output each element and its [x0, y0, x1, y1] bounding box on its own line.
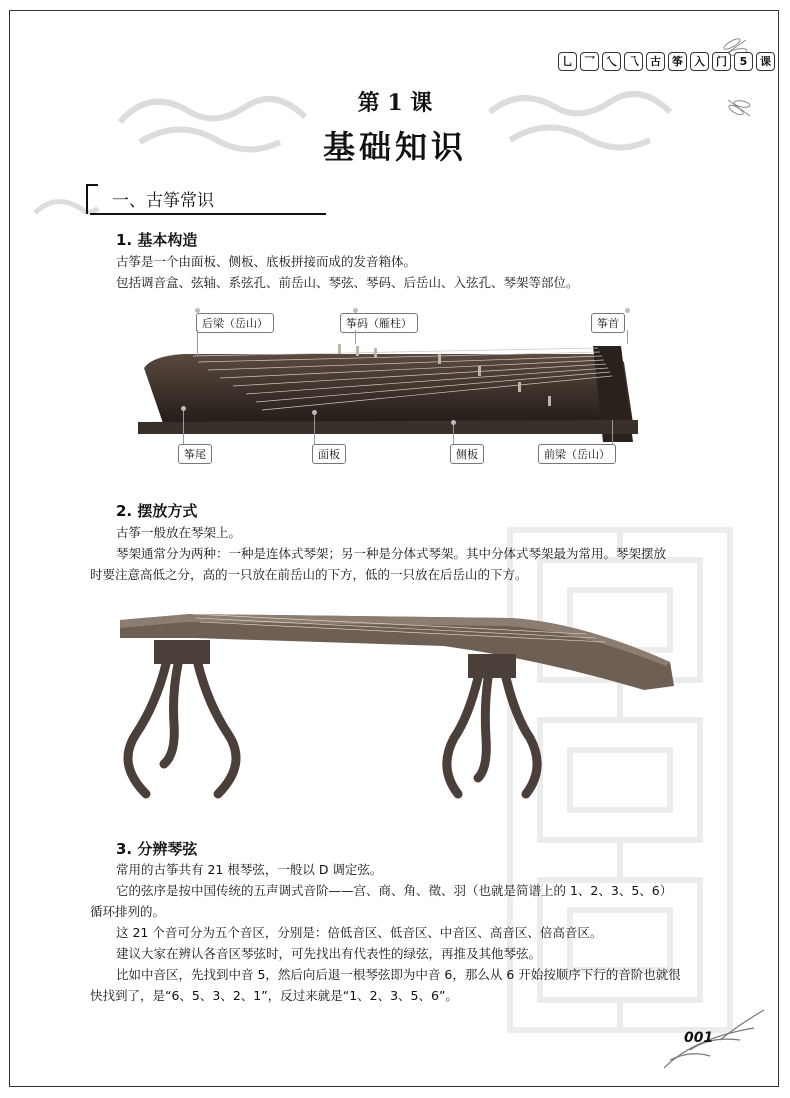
part3-heading: 3. 分辨琴弦: [116, 840, 198, 858]
callout-dot: [451, 420, 456, 425]
part2-heading: 2. 摆放方式: [116, 502, 198, 520]
series-char: 古: [646, 52, 665, 71]
callout-dot: [625, 308, 630, 313]
part2-text: 琴架通常分为两种：一种是连体式琴架；另一种是分体式琴架。其中分体式琴架最为常用。琴架摆放: [116, 546, 667, 561]
lesson-title: 基础知识: [322, 128, 467, 166]
label-bridges: 筝码（雁柱）: [340, 313, 418, 333]
heading-bracket: [86, 184, 98, 214]
part1-heading: 1. 基本构造: [116, 231, 198, 249]
series-char: 入: [690, 52, 709, 71]
series-char: 5: [734, 52, 753, 71]
section-rule: [90, 213, 326, 215]
series-char: 乁: [624, 52, 643, 71]
part2-text: 古筝一般放在琴架上。: [116, 525, 242, 540]
label-soundboard: 面板: [312, 444, 346, 464]
series-char: 筝: [668, 52, 687, 71]
callout-dot: [195, 308, 200, 313]
callout-dot: [181, 406, 186, 411]
series-char: 课: [756, 52, 775, 71]
leader-line: [314, 414, 315, 444]
part1-text: 古筝是一个由面板、侧板、底板拼接而成的发音箱体。: [116, 254, 417, 269]
leaf-ornament: [660, 998, 770, 1076]
part3-text: 这 21 个音可分为五个音区，分别是：倍低音区、低音区、中音区、高音区、倍高音区。: [116, 925, 603, 940]
part3-text: 循环排列的。: [90, 904, 166, 919]
series-char: 乚: [558, 52, 577, 71]
part3-text: 它的弦序是按中国传统的五声调式音阶——宫、商、角、徵、羽（也就是简谱上的 1、2、3、5、6）: [116, 883, 673, 898]
guzheng-on-stand-illustration: [116, 604, 678, 804]
series-title-strip: [558, 52, 775, 71]
label-tail: 筝尾: [178, 444, 212, 464]
leader-line: [453, 424, 454, 444]
callout-dot: [353, 308, 358, 313]
part2-text: 时要注意高低之分，高的一只放在前岳山的下方，低的一只放在后岳山的下方。: [90, 567, 528, 582]
label-front-bridge: 前梁（岳山）: [538, 444, 616, 464]
label-side: 侧板: [450, 444, 484, 464]
lesson-number: 第 1 课: [357, 90, 433, 116]
page-number: 001: [684, 1030, 714, 1046]
callout-dot: [312, 410, 317, 415]
series-char: 乀: [602, 52, 621, 71]
leader-line: [355, 330, 356, 344]
series-char: 乛: [580, 52, 599, 71]
part3-text: 快找到了，是“6、5、3、2、1”，反过来就是“1、2、3、5、6”。: [90, 988, 458, 1003]
part3-text: 比如中音区，先找到中音 5，然后向后退一根琴弦即为中音 6，那么从 6 开始按顺序下行的音阶也就很: [116, 967, 681, 982]
leader-line: [183, 410, 184, 444]
series-char: 门: [712, 52, 731, 71]
part3-text: 建议大家在辨认各音区琴弦时，可先找出有代表性的绿弦，再推及其他琴弦。: [116, 946, 542, 961]
leader-line: [627, 330, 628, 344]
part1-text: 包括调音盒、弦轴、系弦孔、前岳山、琴弦、琴码、后岳山、入弦孔、琴架等部位。: [116, 275, 579, 290]
section-heading: 一、古筝常识: [112, 191, 214, 211]
label-back-bridge: 后梁（岳山）: [196, 313, 274, 333]
leader-line: [197, 330, 198, 356]
guzheng-illustration: [138, 338, 662, 448]
leader-line: [612, 420, 613, 444]
part3-text: 常用的古筝共有 21 根琴弦，一般以 D 调定弦。: [116, 862, 383, 877]
label-head: 筝首: [591, 313, 625, 333]
